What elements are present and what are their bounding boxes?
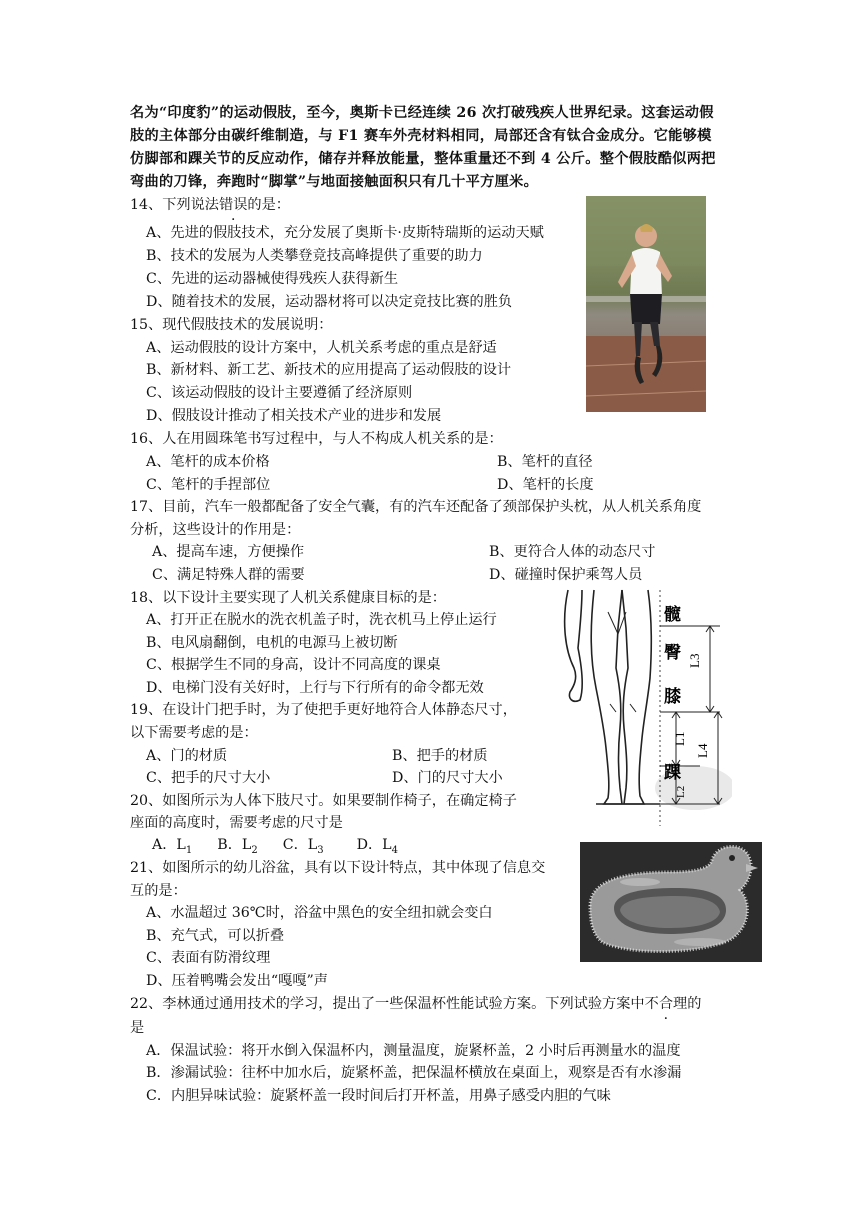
q20-option-c-sub: 3 — [317, 844, 324, 856]
q22-stem-a: 22、李林通过通用技术的学习，提出了一些保温杯性能试验方案。下列试验方案中 — [130, 996, 645, 1012]
q14-option-c: C、先进的运动器械使得残疾人获得新生 — [146, 271, 399, 287]
L2-label: L2 — [675, 785, 687, 798]
thigh-label: 臀 — [664, 643, 681, 662]
q22-stem-line-2: 是 — [130, 1020, 145, 1036]
runner-photo — [586, 196, 706, 412]
q19-option-b: B、把手的材质 — [392, 748, 488, 764]
q19-stem-line-2: 以下需要考虑的是： — [130, 725, 258, 741]
q18-option-d: D、电梯门没有关好时，上行与下行所有的命令都无效 — [146, 680, 484, 696]
q21-option-d: D、压着鸭嘴会发出“嘎嘎”声 — [146, 973, 328, 989]
q19-option-d: D、门的尺寸大小 — [392, 770, 503, 786]
q17-option-a: A、提高车速，方便操作 — [152, 544, 305, 560]
q20-option-a-text: A．L — [152, 837, 186, 853]
q16-option-d: D、笔杆的长度 — [497, 477, 594, 493]
q17-stem-line-2: 分析，这些设计的作用是： — [130, 522, 301, 538]
baby-bathtub-photo — [580, 842, 762, 962]
L4-label: L4 — [695, 743, 710, 758]
q22-option-c: C．内胆异味试验：旋紧杯盖一段时间后打开杯盖，用鼻子感受内胆的气味 — [146, 1088, 611, 1104]
knee-label: 膝 — [664, 687, 681, 706]
q22-option-b: B．渗漏试验：往杯中加水后，旋紧杯盖，把保温杯横放在桌面上，观察是否有水渗漏 — [146, 1065, 682, 1081]
q20-option-a-sub: 1 — [185, 844, 193, 856]
q20-option-a — [152, 837, 193, 856]
q22-stem-line-1 — [130, 993, 701, 1015]
q20-option-b-sub: 2 — [251, 844, 258, 856]
q14-stem-a: 14、下列说法 — [130, 197, 219, 213]
q20-option-c — [282, 837, 324, 856]
q16-stem: 16、人在用圆珠笔书写过程中，与人不构成人机关系的是： — [130, 431, 503, 447]
q20-option-c-text: C．L — [282, 837, 318, 853]
q18-option-c: C、根据学生不同的身高，设计不同高度的课桌 — [146, 657, 441, 673]
hip-label: 髋 — [664, 605, 681, 624]
q15-option-d: D、假肢设计推动了相关技术产业的进步和发展 — [146, 408, 442, 424]
q17-option-c: C、满足特殊人群的需要 — [152, 567, 305, 583]
q15-option-c: C、该运动假肢的设计主要遵循了经济原则 — [146, 385, 413, 401]
intro-line-2: 肢的主体部分由碳纤维制造，与 F1 赛车外壳材料相同，局部还含有钛合金成分。它能够模 — [130, 128, 712, 144]
q20-option-d-sub: 4 — [391, 844, 398, 856]
q14-option-d: D、随着技术的发展，运动器材将可以决定竞技比赛的胜负 — [146, 294, 513, 310]
q20-option-b-text: B．L — [217, 837, 252, 853]
q16-option-a: A、笔杆的成本价格 — [146, 454, 270, 470]
intro-line-4: 弯曲的刀锋，奔跑时“脚掌”与地面接触面积只有几十平方厘米。 — [130, 174, 539, 190]
q15-stem: 15、现代假肢技术的发展说明： — [130, 317, 333, 333]
q16-option-c: C、笔杆的手捏部位 — [146, 477, 271, 493]
q14-stem-b: 的是： — [247, 197, 290, 213]
intro-line-1: 名为“印度豹”的运动假肢，至今，奥斯卡已经连续 26 次打破残疾人世界纪录。这套运动假 — [130, 105, 714, 121]
q22-option-a: A．保温试验：将开水倒入保温杯内，测量温度，旋紧杯盖，2 小时后再测量水的温度 — [146, 1043, 681, 1059]
L1-label: L1 — [672, 731, 687, 746]
q15-option-b: B、新材料、新工艺、新技术的应用提高了运动假肢的设计 — [146, 362, 512, 378]
q20-option-d — [356, 837, 398, 856]
q14-option-a: A、先进的假肢技术，充分发展了奥斯卡·皮斯特瑞斯的运动天赋 — [146, 225, 544, 241]
q21-option-c: C、表面有防滑纹理 — [146, 950, 271, 966]
q22-emphasis: 不合理 — [644, 996, 688, 1012]
q18-option-b: B、电风扇翻倒，电机的电源马上被切断 — [146, 635, 398, 651]
q20-stem-line-1: 20、如图所示为人体下肢尺寸。如果要制作椅子，在确定椅子 — [130, 793, 517, 809]
q18-stem: 18、以下设计主要实现了人机关系健康目标的是： — [130, 590, 446, 606]
q20-stem-line-2: 座面的高度时，需要考虑的尺寸是 — [130, 815, 343, 831]
q22-stem-b: 的 — [687, 996, 702, 1012]
q17-option-d: D、碰撞时保护乘驾人员 — [489, 567, 643, 583]
q14-emphasis: 错误 — [219, 197, 248, 213]
lower-limb-dimension-figure — [560, 588, 732, 828]
q14-option-b: B、技术的发展为人类攀登竞技高峰提供了重要的助力 — [146, 248, 483, 264]
q20-option-d-text: D．L — [356, 837, 392, 853]
intro-line-3: 仿脚部和踝关节的反应动作，储存并释放能量，整体重量还不到 4 公斤。整个假肢酷似两把 — [130, 151, 716, 167]
ankle-label: 踝 — [664, 763, 681, 782]
q14-stem — [130, 194, 290, 216]
q19-option-c: C、把手的尺寸大小 — [146, 770, 271, 786]
q21-stem-line-1: 21、如图所示的幼儿浴盆，具有以下设计特点，其中体现了信息交 — [130, 860, 546, 876]
q20-option-b — [217, 837, 258, 856]
q18-option-a: A、打开正在脱水的洗衣机盖子时，洗衣机马上停止运行 — [146, 612, 497, 628]
q15-option-a: A、运动假肢的设计方案中，人机关系考虑的重点是舒适 — [146, 340, 497, 356]
q19-stem-line-1: 19、在设计门把手时，为了使把手更好地符合人体静态尺寸， — [130, 702, 517, 718]
L3-label: L3 — [687, 653, 702, 668]
q19-option-a: A、门的材质 — [146, 748, 228, 764]
q17-stem-line-1: 17、目前，汽车一般都配备了安全气囊，有的汽车还配备了颈部保护头枕，从人机关系角度 — [130, 499, 702, 515]
q21-stem-line-2: 互的是： — [130, 883, 187, 899]
q17-option-b: B、更符合人体的动态尺寸 — [489, 544, 656, 560]
q16-option-b: B、笔杆的直径 — [497, 454, 593, 470]
q21-option-a: A、水温超过 36℃时，浴盆中黑色的安全纽扣就会变白 — [146, 905, 493, 921]
q21-option-b: B、充气式，可以折叠 — [146, 928, 285, 944]
